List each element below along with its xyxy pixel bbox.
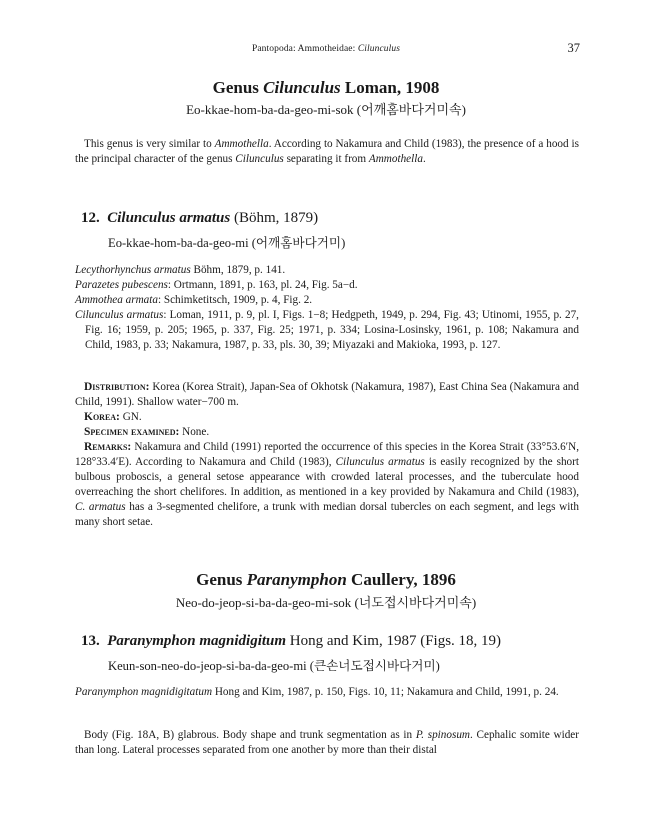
genus-paranymphon-korean: Neo-do-jeop-si-ba-da-geo-mi-sok (너도접시바다거미속) bbox=[175, 595, 477, 610]
species-12-heading: 12. Cilunculus armatus (Böhm, 1879) bbox=[81, 210, 319, 226]
genus-cilunculus-title: Genus Cilunculus Loman, 1908 bbox=[212, 78, 440, 97]
synonym-entry: Paranymphon magnidigitatum Hong and Kim, 1987, p. 150, Figs. 10, 11; Nakamura and Child, 1991, p. 24. bbox=[75, 686, 559, 698]
synonym-entry: Ammothea armata: Schimketitsch, 1909, p. 4, Fig. 2. bbox=[75, 294, 313, 306]
genus-cilunculus-intro: This genus is very similar to Ammothella. According to Nakamura and Child (1983), the presence of a hood is the principal character of the genus Cilunculus separating it from Ammothella. bbox=[75, 138, 579, 165]
korea-locality: Korea: GN. bbox=[84, 411, 142, 423]
page-number: 37 bbox=[567, 41, 580, 55]
synonym-entry: Cilunculus armatus: Loman, 1911, p. 9, pl. I, Figs. 1−8; Hedgpeth, 1949, p. 294, Fig. 43; Utinomi, 1955, p. 27, Fig. 16; 1959, p. 205; 1965, p. 337, Fig. 25; 1971, p. 334; Losina-Losinsky, 1961, p. 108; Nakamura and Child, 1983, p. 33; Nakamura, 1987, p. 33, pls. 30, 39; Miyazaki and Makioka, 1993, p. 127. bbox=[75, 309, 579, 351]
remarks: Remarks: Nakamura and Child (1991) reported the occurrence of this species in the Korea Strait (33°53.6′N, 128°33.4′E). According to Nakamura and Child (1983), Cilunculus armatus is easily recognized by the short bulbous proboscis, a general setose appearance with crowded lateral processes, and the tuberculate hood overreaching the short chelifores. In addition, as mentioned in a key provided by Nakamura and Child (1983), C. armatus has a 3-segmented chelifore, a trunk with median dorsal tubercles on each segment, and legs with many short setae. bbox=[75, 441, 580, 528]
genus-cilunculus-korean: Eo-kkae-hom-ba-da-geo-mi-sok (어깨홈바다거미속) bbox=[186, 102, 466, 117]
species-13-korean: Keun-son-neo-do-jeop-si-ba-da-geo-mi (큰손너도접시바다거미) bbox=[108, 659, 440, 673]
genus-paranymphon-title: Genus Paranymphon Caullery, 1896 bbox=[196, 570, 456, 589]
species-12-korean: Eo-kkae-hom-ba-da-geo-mi (어깨홈바다거미) bbox=[108, 236, 346, 250]
synonym-entry: Lecythorhynchus armatus Böhm, 1879, p. 141. bbox=[75, 264, 286, 276]
distribution: Distribution: Korea (Korea Strait), Japan-Sea of Okhotsk (Nakamura, 1987), East China Sea (Nakamura and Child, 1991). Shallow water−700 m. bbox=[75, 381, 579, 408]
species-13-description: Body (Fig. 18A, B) glabrous. Body shape and trunk segmentation as in P. spinosum. Cephalic somite wider than long. Lateral processes separated from one another by more than their distal bbox=[75, 729, 579, 756]
species-12-accounts bbox=[75, 380, 579, 530]
running-head: Pantopoda: Ammotheidae: Cilunculus bbox=[251, 44, 400, 54]
synonym-entry: Parazetes pubescens: Ortmann, 1891, p. 163, pl. 24, Fig. 5a−d. bbox=[75, 279, 358, 291]
species-13-heading: 13. Paranymphon magnidigitum Hong and Kim, 1987 (Figs. 18, 19) bbox=[81, 633, 502, 649]
specimen-examined: Specimen examined: None. bbox=[84, 426, 210, 438]
species-12-synonymy bbox=[75, 263, 579, 353]
species-13-synonymy bbox=[75, 685, 579, 700]
